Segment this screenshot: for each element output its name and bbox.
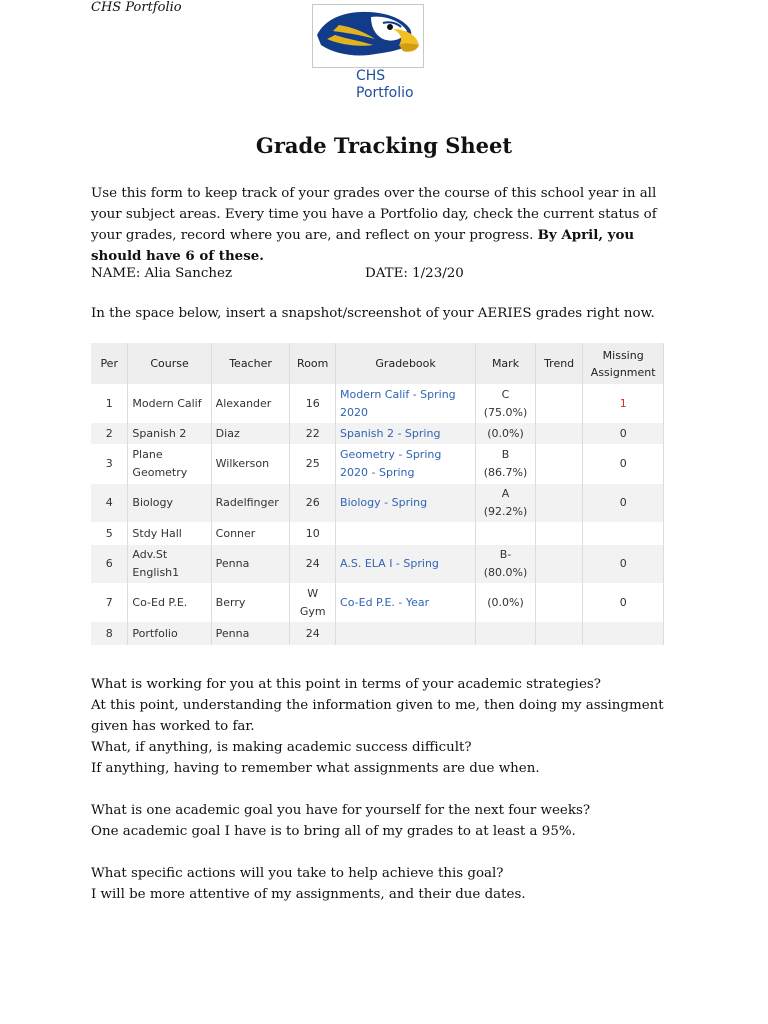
cell-teacher: Wilkerson xyxy=(211,444,290,484)
gradebook-link[interactable]: A.S. ELA I - Spring xyxy=(336,545,476,583)
table-row xyxy=(91,622,664,645)
cell-trend xyxy=(535,545,583,583)
cell-room: 24 xyxy=(290,545,336,583)
cell-mark: (0.0%) xyxy=(476,583,536,622)
missing-count-link[interactable]: 1 xyxy=(583,384,664,423)
document-header: CHS Portfolio xyxy=(91,0,182,15)
gradebook-link[interactable] xyxy=(336,522,476,545)
table-row xyxy=(91,444,664,484)
header-course: Course xyxy=(128,343,211,384)
header-room: Room xyxy=(290,343,336,384)
cell-course: Plane Geometry xyxy=(128,444,211,484)
entry-date: DATE: 1/23/20 xyxy=(365,266,464,281)
logo-line-portfolio: Portfolio xyxy=(356,85,414,101)
table-row xyxy=(91,583,664,622)
cell-trend xyxy=(535,484,583,522)
header-gradebook: Gradebook xyxy=(336,343,476,384)
cell-trend xyxy=(535,583,583,622)
cell-missing: 0 xyxy=(583,444,664,484)
cell-per: 5 xyxy=(91,522,128,545)
cell-teacher: Conner xyxy=(211,522,290,545)
cell-trend xyxy=(535,622,583,645)
question-difficulties: What, if anything, is making academic success difficult? xyxy=(91,740,472,755)
spacer xyxy=(91,779,691,800)
cell-mark: B- (80.0%) xyxy=(476,545,536,583)
reflection-section xyxy=(91,674,691,905)
logo-line-chs: CHS xyxy=(356,68,386,84)
cell-per: 4 xyxy=(91,484,128,522)
table-row xyxy=(91,484,664,522)
header-trend: Trend xyxy=(535,343,583,384)
cell-per: 2 xyxy=(91,423,128,444)
intro-paragraph xyxy=(91,183,681,267)
cell-room: 26 xyxy=(290,484,336,522)
grades-table xyxy=(91,343,664,645)
cell-per: 6 xyxy=(91,545,128,583)
cell-course: Portfolio xyxy=(128,622,211,645)
header-teacher: Teacher xyxy=(211,343,290,384)
cell-missing xyxy=(583,622,664,645)
cell-course: Co-Ed P.E. xyxy=(128,583,211,622)
cell-mark: B (86.7%) xyxy=(476,444,536,484)
cell-trend xyxy=(535,444,583,484)
student-name: NAME: Alia Sanchez xyxy=(91,266,233,281)
table-header-row xyxy=(91,343,664,384)
cell-teacher: Penna xyxy=(211,545,290,583)
gradebook-link[interactable] xyxy=(336,622,476,645)
cell-teacher: Berry xyxy=(211,583,290,622)
table-row xyxy=(91,423,664,444)
cell-mark xyxy=(476,522,536,545)
snapshot-instruction: In the space below, insert a snapshot/screenshot of your AERIES grades right now. xyxy=(91,306,655,321)
cell-per: 7 xyxy=(91,583,128,622)
cell-room: 16 xyxy=(290,384,336,423)
question-goal: What is one academic goal you have for yourself for the next four weeks? xyxy=(91,803,590,818)
gradebook-link[interactable]: Modern Calif - Spring 2020 xyxy=(336,384,476,423)
cell-mark: C (75.0%) xyxy=(476,384,536,423)
cell-missing: 0 xyxy=(583,583,664,622)
cell-teacher: Alexander xyxy=(211,384,290,423)
question-strategies: What is working for you at this point in terms of your academic strategies? xyxy=(91,677,601,692)
answer-strategies: At this point, understanding the information given to me, then doing my assingment given has worked to far. xyxy=(91,698,664,734)
gradebook-link[interactable]: Co-Ed P.E. - Year xyxy=(336,583,476,622)
cell-room: 24 xyxy=(290,622,336,645)
cell-teacher: Penna xyxy=(211,622,290,645)
cell-course: Modern Calif xyxy=(128,384,211,423)
cell-teacher: Diaz xyxy=(211,423,290,444)
cell-missing: 0 xyxy=(583,423,664,444)
header-mark: Mark xyxy=(476,343,536,384)
cell-room: 22 xyxy=(290,423,336,444)
table-row xyxy=(91,522,664,545)
answer-difficulties: If anything, having to remember what assignments are due when. xyxy=(91,761,540,776)
question-actions: What specific actions will you take to help achieve this goal? xyxy=(91,866,504,881)
cell-missing: 0 xyxy=(583,484,664,522)
cell-room: 10 xyxy=(290,522,336,545)
cell-mark xyxy=(476,622,536,645)
cell-teacher: Radelfinger xyxy=(211,484,290,522)
cell-course: Biology xyxy=(128,484,211,522)
gradebook-link[interactable]: Geometry - Spring 2020 - Spring xyxy=(336,444,476,484)
cell-mark: A (92.2%) xyxy=(476,484,536,522)
answer-goal: One academic goal I have is to bring all of my grades to at least a 95%. xyxy=(91,824,576,839)
eagle-logo xyxy=(312,4,424,68)
eagle-mascot-icon xyxy=(313,5,423,67)
table-row xyxy=(91,545,664,583)
cell-missing: 0 xyxy=(583,545,664,583)
intro-text: Use this form to keep track of your grades over the course of this school year in all your subject areas. Every time you have a Portfolio day, check the current status of your grades, record where you are, and reflect on your progress. xyxy=(91,186,657,243)
cell-course: Adv.St English1 xyxy=(128,545,211,583)
cell-trend xyxy=(535,522,583,545)
cell-mark: (0.0%) xyxy=(476,423,536,444)
cell-trend xyxy=(535,423,583,444)
cell-per: 8 xyxy=(91,622,128,645)
intro-bold-text: By April, you should have 6 of these. xyxy=(91,227,635,264)
header-per: Per xyxy=(91,343,128,384)
cell-per: 3 xyxy=(91,444,128,484)
cell-trend xyxy=(535,384,583,423)
table-row xyxy=(91,384,664,423)
gradebook-link[interactable]: Biology - Spring xyxy=(336,484,476,522)
spacer xyxy=(91,842,691,863)
answer-actions: I will be more attentive of my assignments, and their due dates. xyxy=(91,887,526,902)
page-title: Grade Tracking Sheet xyxy=(255,133,513,158)
cell-per: 1 xyxy=(91,384,128,423)
header-missing-assignment: Missing Assignment xyxy=(583,343,664,384)
cell-course: Spanish 2 xyxy=(128,423,211,444)
gradebook-link[interactable]: Spanish 2 - Spring xyxy=(336,423,476,444)
cell-room: 25 xyxy=(290,444,336,484)
logo-caption xyxy=(356,68,414,102)
cell-room: W Gym xyxy=(290,583,336,622)
cell-course: Stdy Hall xyxy=(128,522,211,545)
cell-missing xyxy=(583,522,664,545)
